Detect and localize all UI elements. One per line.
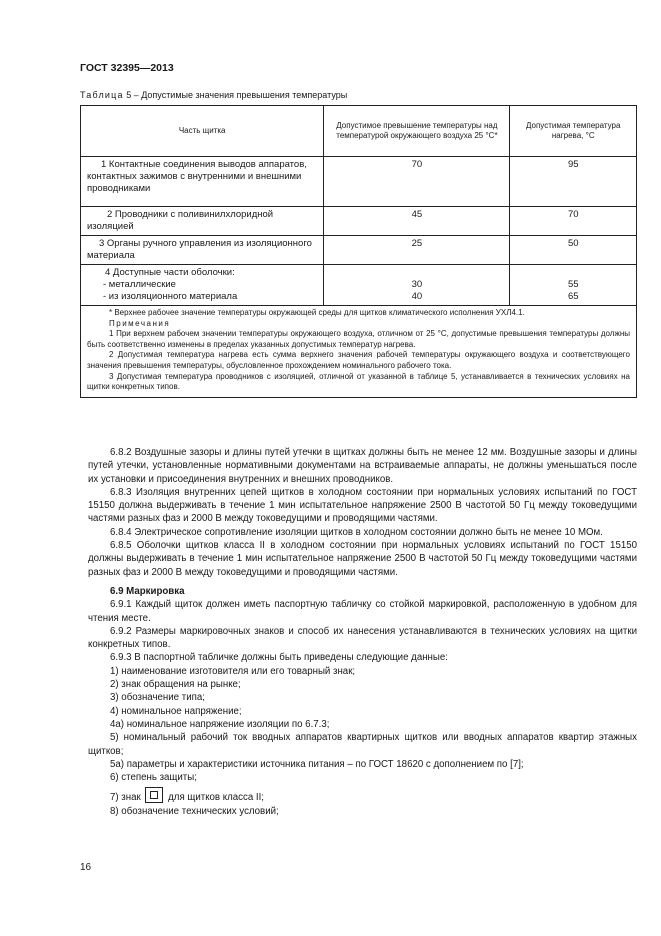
item7-prefix: 7) знак	[110, 792, 141, 804]
header-temp: Допустимая температура нагрева, °С	[510, 106, 637, 157]
row-temp: 70	[510, 207, 637, 236]
row4-rise-metal: 30	[411, 279, 423, 290]
list-item: 5) номинальный рабочий ток вводных аппаратов квартирных щитков или вводных аппаратов квартир этажных щитков;	[88, 732, 637, 757]
paragraph-6-8-2: 6.8.2 Воздушные зазоры и длины путей утечки в щитках должны быть не менее 12 мм. Воздушные зазоры и длины путей утечки, установленные нормативными документами на встраиваемые аппараты, не должны уменьшаться после их установки и присоединения внутренних и внешних проводников.	[88, 447, 637, 485]
row4-rise-insulating: 40	[411, 291, 423, 302]
list-item: 1) наименование изготовителя или его товарный знак;	[110, 665, 356, 677]
row-rise: 70	[324, 157, 510, 207]
paragraph-6-9-1: 6.9.1 Каждый щиток должен иметь паспортную табличку со стойкой маркировкой, расположенную в удобном для чтения месте.	[88, 599, 637, 624]
list-item: 6) степень защиты;	[110, 772, 197, 784]
row-rise	[324, 265, 510, 306]
row4-temp-metal: 55	[567, 279, 579, 290]
note-3: 3 Допустимая температура проводников с изоляцией, отличной от указанной в таблице 5, устанавливается в технических условиях на щитки конкретных типов.	[87, 371, 630, 392]
row-temp: 95	[510, 157, 637, 207]
list-item-7	[88, 787, 637, 804]
double-square-class-ii-icon	[145, 787, 163, 803]
paragraph-6-8-3: 6.8.3 Изоляция внутренних цепей щитков в холодном состоянии при нормальных условиях испытаний по ГОСТ 15150 должна выдерживать в течение 1 мин испытательное напряжение 2500 В частотой 50 Гц между токоведущими частями разных фаз и 2000 В между токоведущими и проводящими частями.	[88, 486, 637, 525]
row-temp	[510, 265, 637, 306]
row4-title: 4 Доступные части оболочки:	[105, 267, 235, 278]
row-rise: 25	[324, 236, 510, 265]
table-caption	[80, 90, 347, 100]
list-item: 4а) номинальное напряжение изоляции по 6.7.3;	[110, 718, 330, 730]
table-row	[81, 236, 637, 265]
list-item: 5а) параметры и характеристики источника питания – по ГОСТ 18620 с дополнением по [7];	[110, 758, 524, 770]
table-row	[81, 207, 637, 236]
paragraph-6-9-2: 6.9.2 Размеры маркировочных знаков и способ их нанесения устанавливаются в технических условиях на щитки конкретных типов.	[88, 625, 637, 651]
temperature-table	[80, 105, 637, 398]
row-temp: 50	[510, 236, 637, 265]
page-number: 16	[80, 862, 92, 873]
notes-title: Примечания	[109, 318, 171, 328]
body-text	[88, 446, 637, 818]
paragraph-6-9-3: 6.9.3 В паспортной табличке должны быть приведены следующие данные:	[110, 652, 448, 664]
row-part	[81, 265, 324, 306]
row-rise: 45	[324, 207, 510, 236]
row4-sub-metal: - металлические	[103, 279, 176, 290]
table-header-row	[81, 106, 637, 157]
paragraph-6-8-4: 6.8.4 Электрическое сопротивление изоляции щитков в холодном состоянии должно быть не менее 10 МОм.	[110, 526, 603, 538]
row-part: 3 Органы ручного управления из изоляционного материала	[81, 236, 324, 265]
list-item: 4) номинальное напряжение;	[110, 705, 242, 717]
row-part: 2 Проводники с поливинилхлоридной изоляцией	[81, 207, 324, 236]
document-code: ГОСТ 32395—2013	[80, 62, 174, 74]
list-item: 2) знак обращения на рынке;	[110, 679, 241, 691]
header-part: Часть щитка	[81, 106, 324, 157]
table-caption-label: Таблица	[80, 90, 124, 100]
list-item: 3) обозначение типа;	[110, 692, 205, 704]
table-notes-row	[81, 306, 637, 398]
item7-suffix: для щитков класса II;	[168, 792, 265, 804]
row-part: 1 Контактные соединения выводов аппаратов, контактных зажимов с внутренними и внешними проводниками	[81, 157, 324, 207]
row4-sub-insulating: - из изоляционного материала	[103, 291, 238, 302]
table-caption-text: 5 – Допустимые значения превышения температуры	[123, 90, 348, 100]
table-row	[81, 265, 637, 306]
list-item-8: 8) обозначение технических условий;	[110, 805, 279, 817]
section-heading-6-9: 6.9 Маркировка	[110, 585, 185, 597]
table-notes	[81, 306, 637, 398]
table-footnote: * Верхнее рабочее значение температуры окружающей среды для щитков климатического исполнения УХЛ4.1.	[109, 308, 525, 317]
table-row	[81, 157, 637, 207]
header-rise: Допустимое превышение температуры над температурой окружающего воздуха 25 °С*	[324, 106, 510, 157]
note-1: 1 При верхнем рабочем значении температуры окружающего воздуха, отличном от 25 °С, допустимые превышения температуры должны быть соответственно изменены в пределах указанных допустимых температур нагрева.	[87, 329, 630, 349]
row4-temp-insulating: 65	[567, 291, 579, 302]
paragraph-6-8-5: 6.8.5 Оболочки щитков класса II в холодном состоянии при нормальных условиях испытаний по ГОСТ 15150 должны выдерживать в течение 1 мин испытательное напряжение 2500 В частотой 50 Гц между токоведущими частями разных фаз и 2000 В между токоведущими и проводящими частями.	[88, 540, 637, 578]
note-2: 2 Допустимая температура нагрева есть сумма верхнего значения рабочей температуры окружающего воздуха и соответствующего значения превышения температуры, обусловленное прохождением номинального рабочего тока.	[87, 350, 630, 370]
